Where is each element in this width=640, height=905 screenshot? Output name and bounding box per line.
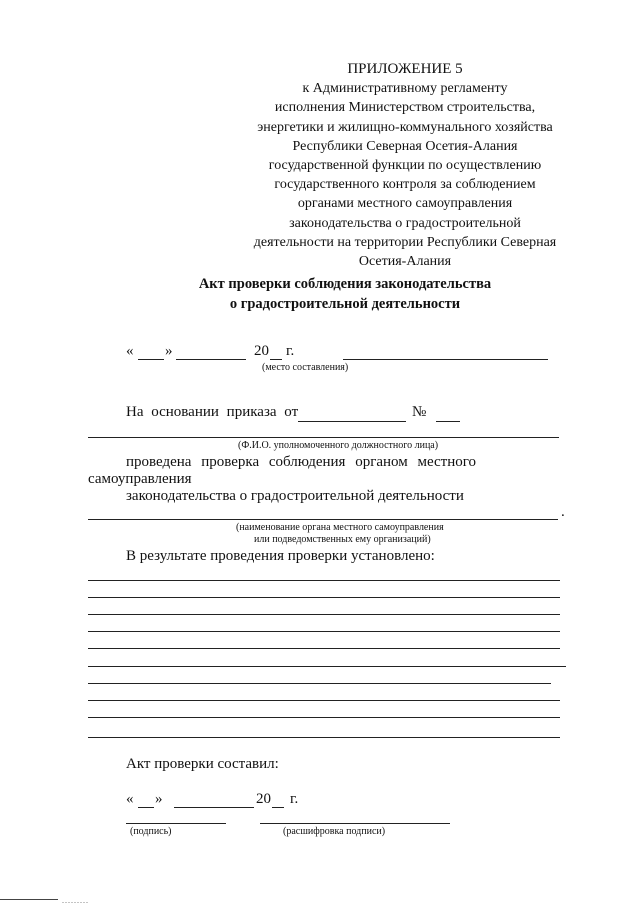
signature-blank[interactable]	[126, 823, 226, 824]
result-line[interactable]	[88, 700, 560, 701]
footnote-dots: .........	[62, 896, 89, 905]
footnote-separator	[0, 899, 58, 900]
appendix-line: государственного контроля за соблюдением	[274, 177, 536, 193]
official-caption: (Ф.И.О. уполномоченного должностного лица)	[238, 440, 439, 451]
result-text: В результате проведения проверки установлено:	[126, 548, 435, 564]
result-line[interactable]	[88, 737, 560, 738]
date-quote-close: »	[165, 343, 173, 359]
title-line-1: Акт проверки соблюдения законодательства	[198, 276, 492, 292]
order-date-blank[interactable]	[298, 421, 406, 422]
compiled-text: Акт проверки составил:	[126, 756, 279, 772]
sign-date-year-suffix: г.	[290, 791, 299, 807]
appendix-heading: ПРИЛОЖЕНИЕ 5	[347, 61, 463, 77]
organization-blank[interactable]	[88, 519, 558, 520]
appendix-line: Республики Северная Осетия-Алания	[292, 138, 518, 154]
inspection-line-3: законодательства о градостроительной деятельности	[126, 488, 464, 504]
result-line[interactable]	[88, 597, 560, 598]
inspection-line-2: самоуправления	[88, 471, 192, 487]
sign-date-year-blank[interactable]	[272, 807, 284, 808]
sign-date-quote-close: »	[155, 791, 163, 807]
title-line-2: о градостроительной деятельности	[229, 296, 461, 312]
result-line[interactable]	[88, 614, 560, 615]
date-year-prefix: 20	[254, 343, 269, 359]
order-number-blank[interactable]	[436, 421, 460, 422]
date-year-suffix: г.	[286, 343, 295, 359]
result-line[interactable]	[88, 631, 560, 632]
result-line[interactable]	[88, 648, 560, 649]
signature-decode-blank[interactable]	[260, 823, 450, 824]
org-caption-2: или подведомственных ему организаций)	[254, 534, 431, 545]
decode-caption: (расшифровка подписи)	[283, 826, 386, 837]
appendix-line: органами местного самоуправления	[297, 196, 513, 212]
inspection-line-1: проведена проверка соблюдения органом местного	[126, 454, 477, 470]
date-month-blank[interactable]	[176, 359, 246, 360]
sign-date-quote-open: «	[126, 791, 134, 807]
org-caption-1: (наименование органа местного самоуправления	[236, 522, 444, 533]
document-title	[190, 274, 500, 314]
result-line[interactable]	[88, 717, 560, 718]
appendix-line: к Административному регламенту	[302, 81, 508, 97]
appendix-line: государственной функции по осуществлению	[268, 158, 542, 174]
sign-date-day-blank[interactable]	[138, 807, 154, 808]
place-blank[interactable]	[343, 359, 548, 360]
basis-text: На основании приказа от	[126, 404, 299, 420]
sign-date-year-prefix: 20	[256, 791, 271, 807]
appendix-line: исполнения Министерством строительства,	[274, 100, 536, 116]
appendix-line: деятельности на территории Республики Северная	[253, 234, 557, 250]
appendix-line: законодательства о градостроительной	[289, 215, 521, 231]
order-number-sign: №	[412, 404, 427, 420]
organization-period: .	[561, 504, 565, 520]
date-quote-open: «	[126, 343, 134, 359]
appendix-line: энергетики и жилищно-коммунального хозяйства	[257, 119, 553, 135]
result-line[interactable]	[88, 666, 566, 667]
date-year-blank[interactable]	[270, 359, 282, 360]
sign-date-month-blank[interactable]	[174, 807, 254, 808]
result-line[interactable]	[88, 683, 551, 684]
sign-caption: (подпись)	[130, 826, 172, 837]
appendix-block	[230, 60, 580, 271]
official-name-blank[interactable]	[88, 437, 559, 438]
result-line[interactable]	[88, 580, 560, 581]
appendix-line: Осетия-Алания	[358, 254, 452, 270]
place-caption: (место составления)	[262, 362, 349, 373]
date-day-blank[interactable]	[138, 359, 164, 360]
